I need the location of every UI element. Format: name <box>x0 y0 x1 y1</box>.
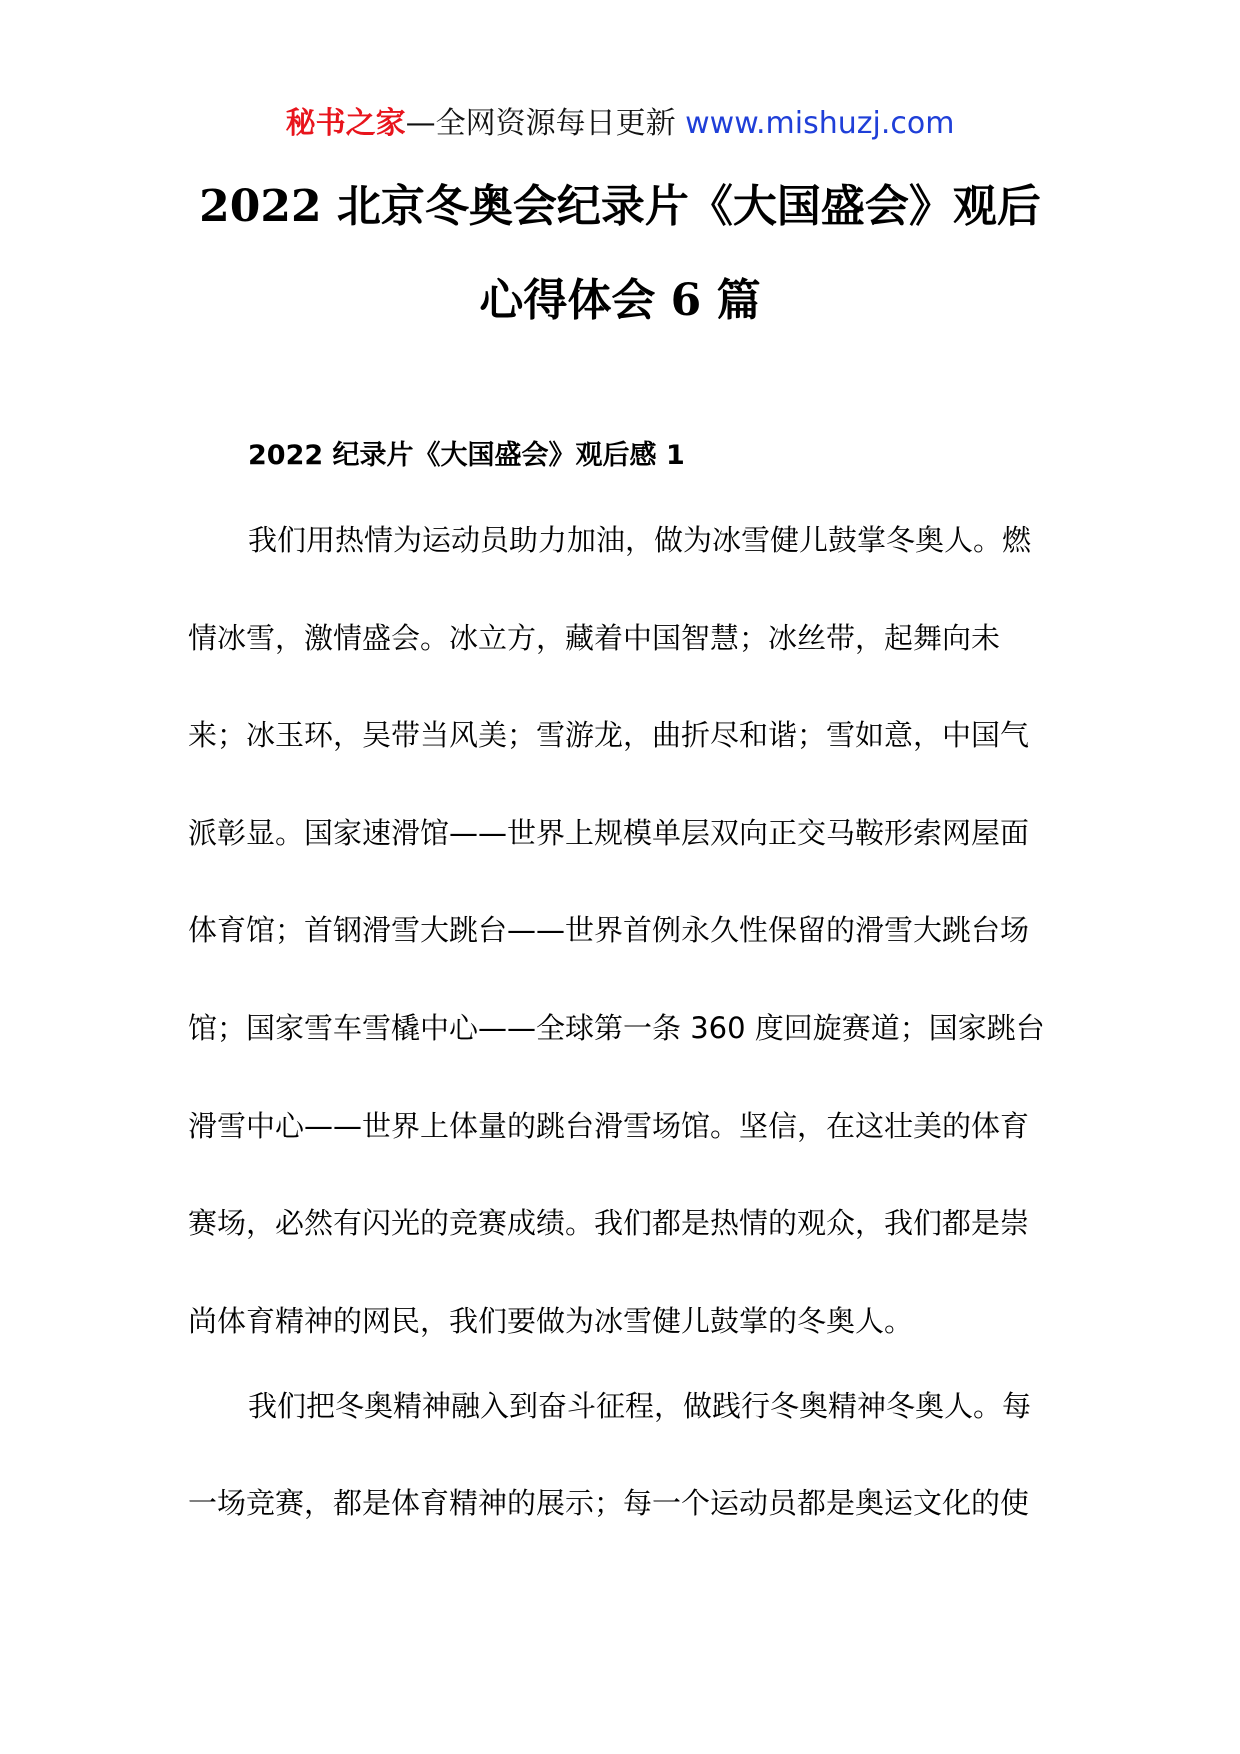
paragraph-line: 情冰雪，激情盛会。冰立方，藏着中国智慧；冰丝带，起舞向未 <box>188 620 1001 655</box>
site-url-link[interactable]: www.mishuzj.com <box>685 106 955 141</box>
paragraph-line: 来；冰玉环，吴带当风美；雪游龙，曲折尽和谐；雪如意，中国气 <box>188 718 1030 753</box>
paragraph-line: 我们用热情为运动员助力加油，做为冰雪健儿鼓掌冬奥人。燃 <box>248 523 1032 557</box>
paragraph-line: 我们把冬奥精神融入到奋斗征程，做践行冬奥精神冬奥人。每 <box>248 1389 1032 1423</box>
paragraph-1 <box>188 520 1068 1398</box>
paragraph-line: 滑雪中心——世界上体量的跳台滑雪场馆。坚信，在这壮美的体育 <box>188 1108 1030 1143</box>
paragraph-line: 赛场，必然有闪光的竞赛成绩。我们都是热情的观众，我们都是崇 <box>188 1206 1030 1241</box>
document-title <box>150 160 1090 348</box>
paragraph-line: 馆；国家雪车雪橇中心——全球第一条 360 度回旋赛道；国家跳台 <box>188 1010 1045 1045</box>
paragraph-line: 尚体育精神的网民，我们要做为冰雪健儿鼓掌的冬奥人。 <box>188 1303 914 1338</box>
paragraph-line: 派彰显。国家速滑馆——世界上规模单层双向正交马鞍形索网屋面 <box>188 815 1030 850</box>
paragraph-line: 体育馆；首钢滑雪大跳台——世界首例永久性保留的滑雪大跳台场 <box>188 913 1030 948</box>
site-tagline: —全网资源每日更新 <box>405 106 676 141</box>
paragraph-2 <box>188 1386 1068 1580</box>
site-name: 秘书之家 <box>285 106 406 141</box>
section-heading: 2022 纪录片《大国盛会》观后感 1 <box>248 440 685 471</box>
title-line-1: 2022 北京冬奥会纪录片《大国盛会》观后 <box>199 181 1041 232</box>
paragraph-line: 一场竞赛，都是体育精神的展示；每一个运动员都是奥运文化的使 <box>188 1486 1030 1520</box>
site-banner <box>0 104 1240 144</box>
title-line-2: 心得体会 6 篇 <box>479 275 761 326</box>
